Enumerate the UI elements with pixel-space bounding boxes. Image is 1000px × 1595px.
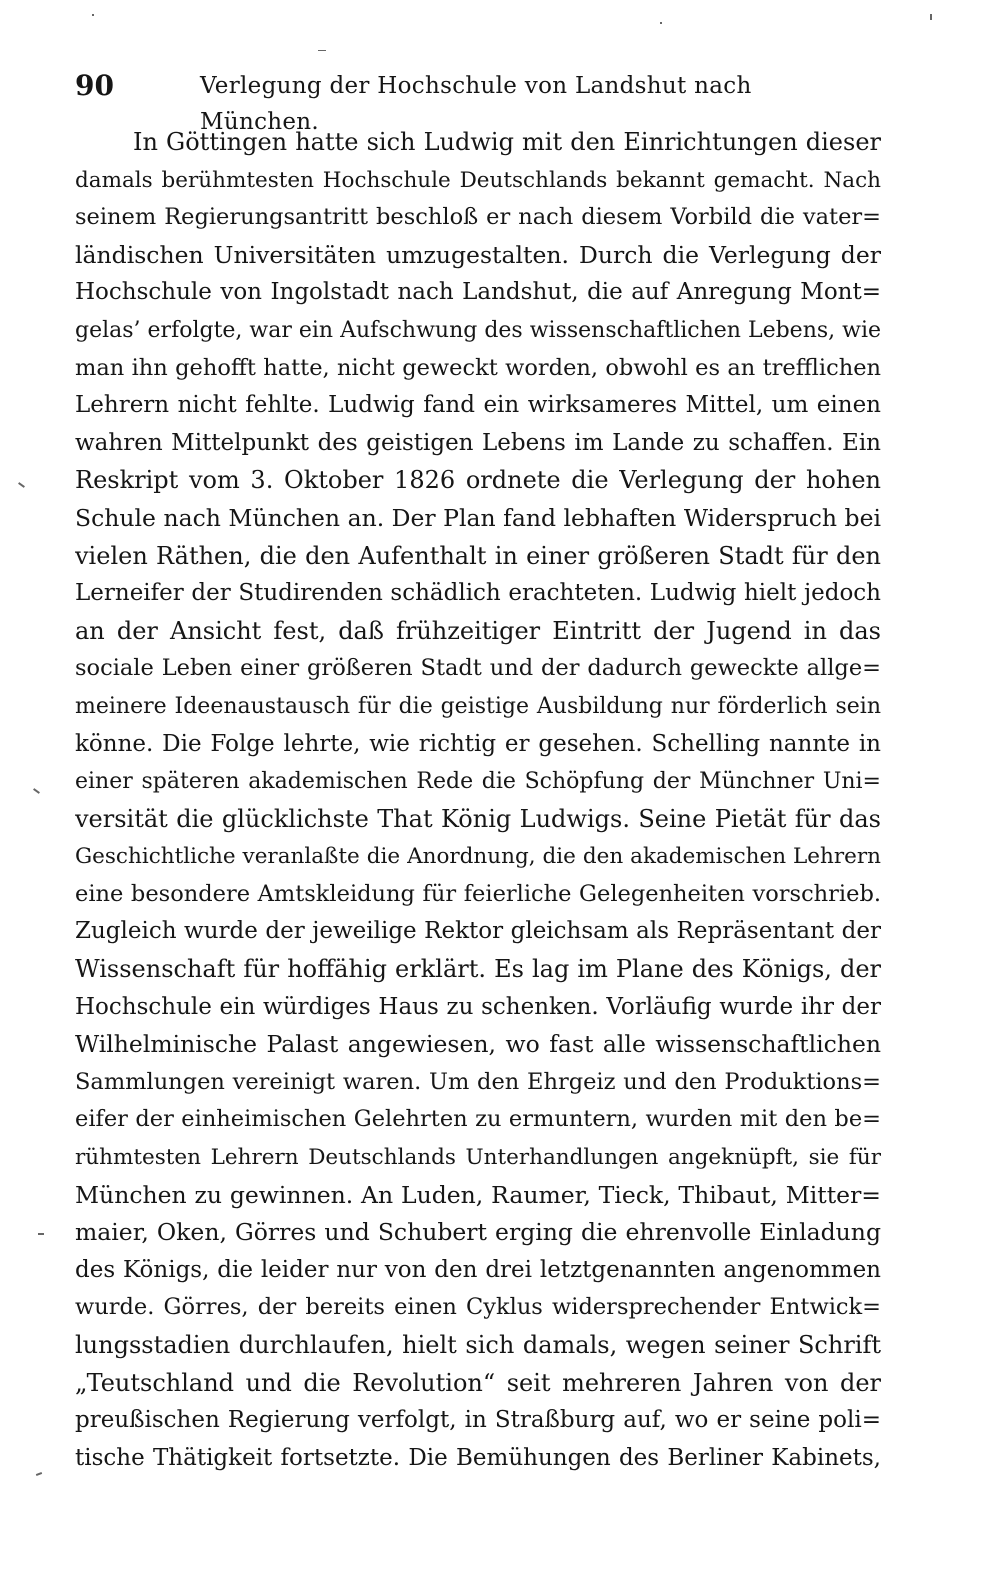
text-line: preußischen Regierung verfolgt, in Straßburg auf, wo er seine poli=	[75, 1407, 881, 1434]
text-line: maier, Oken, Görres und Schubert erging die ehrenvolle Einladung	[75, 1218, 881, 1247]
text-line: des Königs, die leider nur von den drei letztgenannten angenommen	[75, 1256, 881, 1283]
page-header	[75, 68, 875, 135]
text-line: Zugleich wurde der jeweilige Rektor gleichsam als Repräsentant der	[75, 918, 881, 945]
text-line: gelas’ erfolgte, war ein Aufschwung des wissenschaftlichen Lebens, wie	[75, 317, 881, 343]
text-line: damals berühmtesten Hochschule Deutschlands bekannt gemacht. Nach	[75, 167, 881, 193]
text-line: Reskript vom 3. Oktober 1826 ordnete die Verlegung der hohen	[75, 466, 881, 495]
scan-speck	[38, 1233, 44, 1235]
scan-speck	[660, 22, 662, 24]
page-body	[75, 124, 881, 1477]
running-title: Verlegung der Hochschule von Landshut nach München.	[200, 73, 752, 135]
text-line: tische Thätigkeit fortsetzte. Die Bemühungen des Berliner Kabinets,	[75, 1444, 881, 1471]
scan-speck	[318, 50, 326, 51]
text-line: In Göttingen hatte sich Ludwig mit den Einrichtungen dieser	[133, 128, 881, 156]
text-line: meinere Ideenaustausch für die geistige Ausbildung nur förderlich sein	[75, 693, 881, 719]
text-line: eifer der einheimischen Gelehrten zu ermuntern, wurden mit den be=	[75, 1106, 881, 1133]
text-line: versität die glücklichste That König Ludwigs. Seine Pietät für das	[75, 804, 881, 833]
text-line: einer späteren akademischen Rede die Schöpfung der Münchner Uni=	[75, 769, 881, 795]
text-line: „Teutschland und die Revolution“ seit mehreren Jahren von der	[75, 1368, 881, 1397]
text-line: vielen Räthen, die den Aufenthalt in einer größeren Stadt für den	[75, 541, 881, 570]
text-line: ländischen Universitäten umzugestalten. Durch die Verlegung der	[75, 240, 881, 269]
scan-speck	[36, 1472, 42, 1476]
text-line: Wilhelminische Palast angewiesen, wo fast alle wissenschaftlichen	[75, 1030, 881, 1059]
text-line: eine besondere Amtskleidung für feierliche Gelegenheiten vorschrieb.	[75, 880, 881, 907]
text-line: wahren Mittelpunkt des geistigen Lebens im Lande zu schaffen. Ein	[75, 429, 881, 456]
text-line: Geschichtliche veranlaßte die Anordnung, die den akademischen Lehrern	[75, 844, 881, 870]
text-line: seinem Regierungsantritt beschloß er nach diesem Vorbild die vater=	[75, 204, 881, 231]
text-line: Schule nach München an. Der Plan fand lebhaften Widerspruch bei	[75, 503, 881, 532]
text-line: Wissenschaft für hoffähig erklärt. Es lag im Plane des Königs, der	[75, 955, 881, 984]
text-line: Sammlungen vereinigt waren. Um den Ehrgeiz und den Produktions=	[75, 1068, 881, 1095]
scan-speck	[930, 14, 932, 20]
text-line: Hochschule von Ingolstadt nach Landshut, die auf Anregung Mont=	[75, 279, 881, 306]
text-line: rühmtesten Lehrern Deutschlands Unterhandlungen angeknüpft, sie für	[75, 1145, 881, 1171]
text-line: sociale Leben einer größeren Stadt und der dadurch geweckte allge=	[75, 655, 881, 682]
text-line: man ihn gehofft hatte, nicht geweckt worden, obwohl es an trefflichen	[75, 354, 881, 381]
scan-speck	[92, 14, 94, 16]
text-line: München zu gewinnen. An Luden, Raumer, Tieck, Thibaut, Mitter=	[75, 1180, 881, 1209]
page-number: 90	[75, 69, 114, 102]
text-line: lungsstadien durchlaufen, hielt sich damals, wegen seiner Schrift	[75, 1331, 881, 1359]
text-line: wurde. Görres, der bereits einen Cyklus widersprechender Entwick=	[75, 1294, 881, 1321]
text-line: an der Ansicht fest, daß frühzeitiger Eintritt der Jugend in das	[75, 616, 881, 645]
scan-speck	[33, 788, 40, 794]
text-line: Lehrern nicht fehlte. Ludwig fand ein wirksameres Mittel, um einen	[75, 392, 881, 419]
text-line: könne. Die Folge lehrte, wie richtig er gesehen. Schelling nannte in	[75, 730, 881, 757]
text-line: Hochschule ein würdiges Haus zu schenken. Vorläufig wurde ihr der	[75, 993, 881, 1020]
scan-speck	[18, 482, 25, 488]
text-line: Lerneifer der Studirenden schädlich erachteten. Ludwig hielt jedoch	[75, 580, 881, 607]
